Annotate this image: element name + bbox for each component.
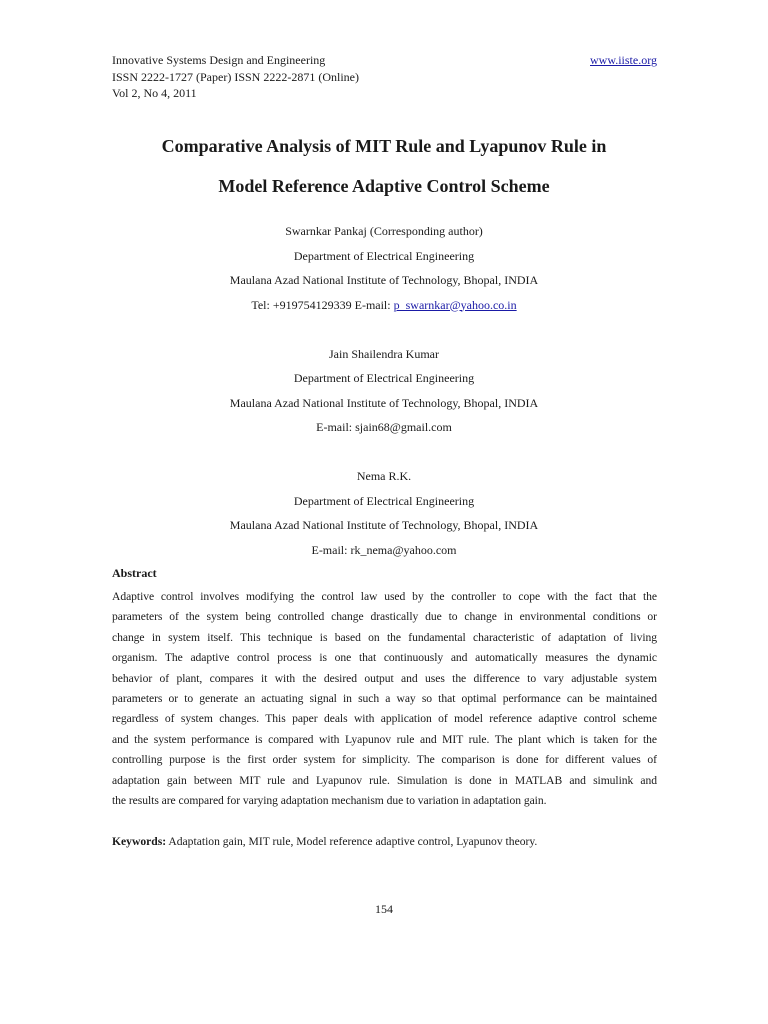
abstract-line: parameters or to generate an actuating signal in such a way so that optimal performance can be maintained: [112, 691, 657, 705]
volume-line: Vol 2, No 4, 2011: [112, 86, 197, 100]
author-block-3: [0, 464, 768, 562]
author-institute: Maulana Azad National Institute of Technology, Bhopal, INDIA: [229, 395, 539, 410]
abstract-line: parameters of the system being controlled change drastically due to change in environmental conditions or: [112, 610, 657, 624]
author-contact: E-mail: rk_nema@yahoo.com: [311, 542, 457, 557]
author-contact: E-mail: sjain68@gmail.com: [316, 420, 452, 435]
abstract-line: regardless of system changes. This paper deals with application of model reference adaptive control scheme: [112, 712, 657, 726]
author-block-2: [0, 342, 768, 440]
author-contact: [0, 293, 768, 318]
abstract-line: controlling purpose is the first order system for simplicity. The comparison is done for different values of: [112, 753, 657, 767]
author-block-1: [0, 219, 768, 317]
keywords-text: Adaptation gain, MIT rule, Model reference adaptive control, Lyapunov theory.: [166, 835, 538, 848]
paper-title-line-1: Comparative Analysis of MIT Rule and Lyapunov Rule in: [161, 136, 607, 156]
author-institute: Maulana Azad National Institute of Technology, Bhopal, INDIA: [229, 518, 539, 533]
issn-line: ISSN 2222-1727 (Paper) ISSN 2222-2871 (Online): [112, 69, 359, 84]
author-list: [0, 219, 768, 562]
abstract-line: and the system performance is compared with Lyapunov rule and MIT rule. The plant which is taken for the: [112, 732, 657, 746]
abstract-line: Adaptive control involves modifying the control law used by the controller to cope with the fact that the: [112, 590, 657, 603]
author-department: Department of Electrical Engineering: [293, 248, 475, 263]
abstract-line: change in system itself. This technique is based on the fundamental characteristic of adaptation of living: [112, 630, 657, 644]
abstract-heading: Abstract: [112, 566, 157, 580]
author-institute: Maulana Azad National Institute of Technology, Bhopal, INDIA: [229, 273, 539, 287]
abstract-line: behavior of plant, compares it with the desired output and uses the difference to vary adjustable system: [112, 671, 657, 685]
keywords-line: [112, 835, 657, 848]
page-number: 154: [375, 902, 393, 916]
keywords-label: Keywords:: [112, 835, 167, 848]
abstract-body: [112, 587, 657, 811]
author-name: Swarnkar Pankaj (Corresponding author): [285, 224, 483, 238]
abstract-line: organism. The adaptive control process is one that continuously and automatically measures the dynamic: [112, 651, 657, 665]
journal-name: Innovative Systems Design and Engineering: [112, 53, 326, 67]
author-email-link[interactable]: p_swarnkar@yahoo.co.in: [393, 297, 517, 312]
author-name: Nema R.K.: [356, 469, 412, 484]
author-department: Department of Electrical Engineering: [293, 493, 475, 508]
paper-title-line-2: Model Reference Adaptive Control Scheme: [218, 176, 550, 196]
author-contact-prefix: Tel: +919754129339 E-mail:: [251, 297, 394, 312]
abstract-line: the results are compared for varying adaptation mechanism due to variation in adaptation gain.: [112, 793, 547, 807]
abstract-line: adaptation gain between MIT rule and Lyapunov rule. Simulation is done in MATLAB and simulink and: [112, 773, 657, 787]
author-department: Department of Electrical Engineering: [293, 371, 475, 386]
journal-website-link[interactable]: www.iiste.org: [590, 53, 657, 67]
author-name: Jain Shailendra Kumar: [329, 346, 439, 361]
journal-header: [112, 52, 657, 102]
